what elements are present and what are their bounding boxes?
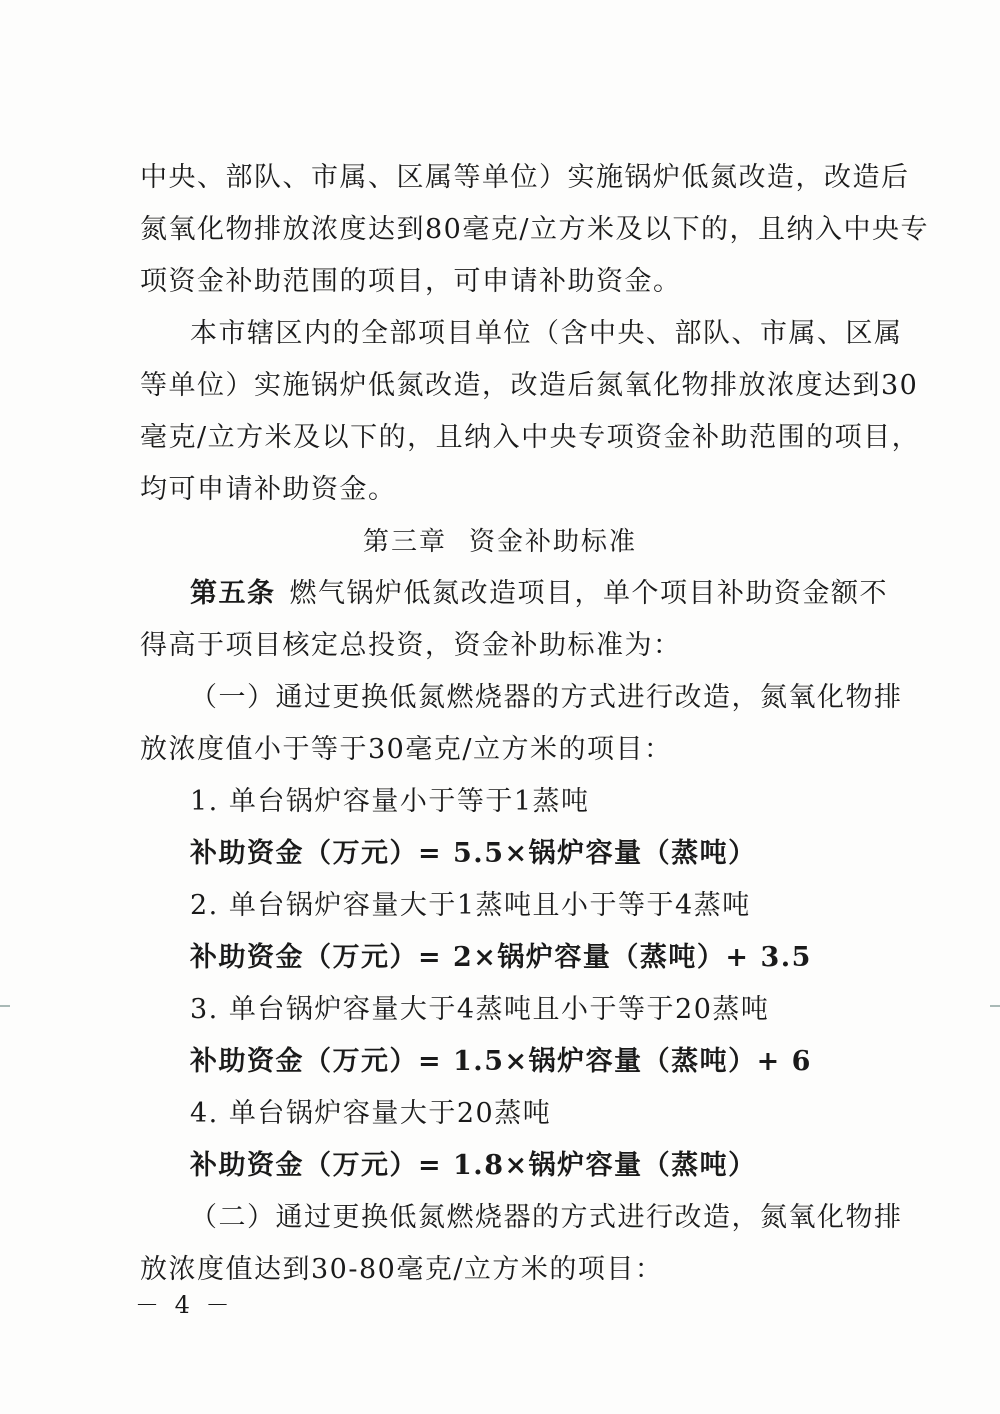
item-condition: 3. 单台锅炉容量大于4蒸吨且小于等于20蒸吨	[190, 994, 770, 1025]
paragraph-line: 等单位）实施锅炉低氮改造，改造后氮氧化物排放浓度达到30	[140, 370, 919, 401]
section-1-line: 放浓度值小于等于30毫克/立方米的项目：	[140, 734, 673, 765]
paragraph-line: 均可申请补助资金。	[140, 474, 397, 505]
section-2-line: （二）通过更换低氮燃烧器的方式进行改造，氮氧化物排	[190, 1202, 903, 1233]
article-text: 燃气锅炉低氮改造项目，单个项目补助资金额不	[289, 578, 888, 609]
article-5-line	[190, 576, 888, 612]
article-label: 第五条	[190, 578, 276, 609]
paragraph-line: 中央、部队、市属、区属等单位）实施锅炉低氮改造，改造后	[140, 162, 910, 193]
page-number: － 4 －	[135, 1291, 234, 1319]
right-margin-mark	[990, 1005, 1000, 1007]
paragraph-line: 氮氧化物排放浓度达到80毫克/立方米及以下的，且纳入中央专	[140, 214, 929, 245]
item-formula: 补助资金（万元）= 5.5×锅炉容量（蒸吨）	[190, 838, 757, 869]
chapter-title: 资金补助标准	[469, 527, 638, 557]
item-condition: 2. 单台锅炉容量大于1蒸吨且小于等于4蒸吨	[190, 890, 751, 921]
item-formula: 补助资金（万元）= 1.8×锅炉容量（蒸吨）	[190, 1150, 757, 1181]
chapter-number: 第三章	[362, 527, 447, 557]
section-1-line: （一）通过更换低氮燃烧器的方式进行改造，氮氧化物排	[190, 682, 903, 713]
item-condition: 4. 单台锅炉容量大于20蒸吨	[190, 1098, 552, 1129]
paragraph-line: 毫克/立方米及以下的，且纳入中央专项资金补助范围的项目，	[140, 422, 921, 453]
chapter-heading	[0, 524, 1000, 560]
item-formula: 补助资金（万元）= 2×锅炉容量（蒸吨）+ 3.5	[190, 942, 812, 973]
paragraph-line: 得高于项目核定总投资，资金补助标准为：	[140, 630, 682, 661]
left-margin-mark	[0, 1005, 10, 1007]
paragraph-line: 本市辖区内的全部项目单位（含中央、部队、市属、区属	[190, 318, 903, 349]
item-formula: 补助资金（万元）= 1.5×锅炉容量（蒸吨）+ 6	[190, 1046, 812, 1077]
section-2-line: 放浓度值达到30-80毫克/立方米的项目：	[140, 1254, 664, 1285]
paragraph-line: 项资金补助范围的项目，可申请补助资金。	[140, 266, 682, 297]
item-condition: 1. 单台锅炉容量小于等于1蒸吨	[190, 786, 590, 817]
